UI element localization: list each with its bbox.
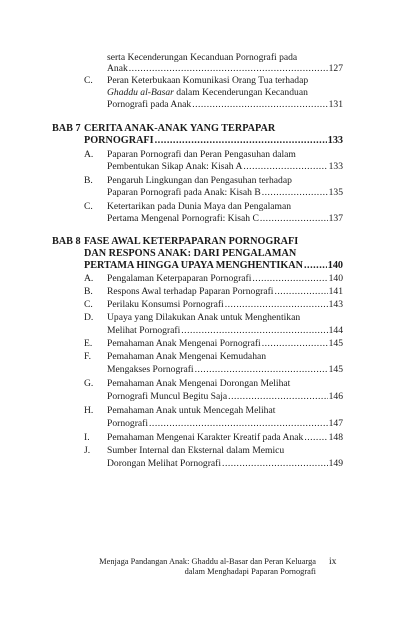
toc-page-number: 145 bbox=[328, 364, 343, 375]
toc-entry-title: Pembentukan Sikap Anak: Kisah A bbox=[107, 161, 243, 172]
toc-item-letter: G. bbox=[84, 378, 94, 389]
toc-entry-line: Peran Keterbukaan Komunikasi Orang Tua terhadap bbox=[107, 75, 309, 86]
leader-dots bbox=[181, 325, 327, 337]
leader-dots bbox=[225, 299, 328, 311]
toc-entry-title: Pornografi pada Anak bbox=[107, 99, 192, 110]
leader-dots bbox=[129, 63, 328, 75]
toc-item-letter: A. bbox=[84, 273, 94, 284]
toc-entry-title: Melihat Pornografi bbox=[107, 325, 181, 336]
toc-entry-title: Mengakses Pornografi bbox=[107, 364, 194, 375]
toc-entry-text: dalam Kecenderungan Kecanduan bbox=[173, 87, 308, 98]
toc-entry-8g[interactable] bbox=[107, 391, 343, 403]
toc-entry-c-prev[interactable] bbox=[107, 99, 343, 111]
chapter-label: BAB 7 bbox=[52, 123, 81, 134]
chapter-title: PERTAMA HINGGA UPAYA MENGHENTIKAN bbox=[84, 260, 303, 271]
leader-dots bbox=[252, 273, 327, 285]
toc-entry-line: Pengaruh Lingkungan dan Pengasuhan terhadap bbox=[107, 175, 292, 186]
toc-item-letter: B. bbox=[84, 286, 93, 297]
toc-entry-line: Upaya yang Dilakukan Anak untuk Menghentikan bbox=[107, 312, 301, 323]
toc-entry-7c[interactable] bbox=[107, 213, 343, 225]
toc-entry-8d[interactable] bbox=[107, 325, 343, 337]
toc-entry-8a[interactable] bbox=[107, 273, 343, 285]
toc-entry-8j[interactable] bbox=[107, 458, 343, 470]
leader-dots bbox=[243, 161, 327, 173]
leader-dots bbox=[304, 432, 327, 444]
toc-chapter-7[interactable] bbox=[84, 135, 343, 147]
toc-page-number: 127 bbox=[328, 63, 343, 74]
toc-entry-8h[interactable] bbox=[107, 418, 343, 430]
leader-dots bbox=[228, 391, 327, 403]
running-footer-line1: Menjaga Pandangan Anak: Ghaddu al-Basar dan Peran Keluarga bbox=[99, 557, 316, 566]
toc-page-number: 146 bbox=[328, 391, 343, 402]
toc-page-number: 137 bbox=[328, 213, 343, 224]
leader-dots bbox=[262, 187, 328, 199]
toc-entry-8f[interactable] bbox=[107, 364, 343, 376]
leader-dots bbox=[195, 364, 328, 376]
leader-dots bbox=[274, 286, 327, 298]
toc-item-letter: D. bbox=[84, 312, 94, 323]
toc-page-number: 147 bbox=[328, 418, 343, 429]
chapter-title-line: DAN RESPONS ANAK: DARI PENGALAMAN bbox=[84, 248, 297, 259]
toc-entry-7b[interactable] bbox=[107, 187, 343, 199]
toc-entry-8e[interactable] bbox=[107, 338, 343, 350]
toc-item-letter: C. bbox=[84, 299, 93, 310]
toc-entry-title: Pengalaman Keterpaparan Pornografi bbox=[107, 273, 252, 284]
toc-item-letter: A. bbox=[84, 149, 94, 160]
toc-page-number: 149 bbox=[328, 458, 343, 469]
toc-page-number: 145 bbox=[328, 338, 343, 349]
toc-page-number: 143 bbox=[328, 299, 343, 310]
page-number: ix bbox=[329, 556, 337, 567]
toc-entry-title: Dorongan Melihat Pornografi bbox=[107, 458, 222, 469]
toc-item-letter: C. bbox=[84, 75, 93, 86]
toc-entry-title: Pemahaman Mengenai Karakter Kreatif pada Anak bbox=[107, 432, 304, 443]
toc-entry-line: Sumber Internal dan Eksternal dalam Memicu bbox=[107, 445, 285, 456]
toc-entry-continuation[interactable] bbox=[107, 63, 343, 75]
toc-entry-line: Pemahaman Anak Mengenai Kemudahan bbox=[107, 351, 267, 362]
toc-item-letter: B. bbox=[84, 175, 93, 186]
toc-page-number: 133 bbox=[328, 161, 343, 172]
toc-item-letter: J. bbox=[84, 445, 91, 456]
chapter-label: BAB 8 bbox=[52, 236, 81, 247]
toc-entry-title: Anak bbox=[107, 63, 128, 74]
toc-entry-line: Paparan Pornografi dan Peran Pengasuhan dalam bbox=[107, 149, 296, 160]
toc-chapter-8[interactable] bbox=[84, 260, 343, 272]
running-footer-line2: dalam Menghadapi Paparan Pornografi bbox=[184, 567, 316, 576]
toc-entry-8c[interactable] bbox=[107, 299, 343, 311]
toc-entry-line bbox=[107, 87, 308, 99]
toc-entry-line: Pemahaman Anak untuk Mencegah Melihat bbox=[107, 405, 276, 416]
toc-entry-title: Respons Awal terhadap Paparan Pornografi bbox=[107, 286, 274, 297]
toc-item-letter: E. bbox=[84, 338, 93, 349]
leader-dots bbox=[149, 418, 328, 430]
toc-entry-title: Paparan Pornografi pada Anak: Kisah B bbox=[107, 187, 261, 198]
toc-continuation-line1: serta Kecenderungan Kecanduan Pornografi pada bbox=[107, 52, 298, 63]
toc-entry-7a[interactable] bbox=[107, 161, 343, 173]
toc-page-number: 131 bbox=[328, 99, 343, 110]
leader-dots bbox=[222, 458, 328, 470]
toc-page-number: 133 bbox=[327, 135, 343, 146]
leader-dots bbox=[192, 99, 327, 111]
toc-entry-title: Pornografi bbox=[107, 418, 149, 429]
toc-entry-line: Ketertarikan pada Dunia Maya dan Pengalaman bbox=[107, 201, 292, 212]
chapter-title-line: FASE AWAL KETERPAPARAN PORNOGRAFI bbox=[84, 236, 299, 247]
toc-entry-title: Perilaku Konsumsi Pornografi bbox=[107, 299, 224, 310]
toc-page-number: 141 bbox=[328, 286, 343, 297]
leader-dots bbox=[304, 260, 327, 272]
toc-item-letter: C. bbox=[84, 201, 93, 212]
italic-term: Ghaddu al-Basar bbox=[107, 87, 174, 98]
leader-dots bbox=[260, 213, 328, 225]
toc-entry-8i[interactable] bbox=[107, 432, 343, 444]
leader-dots bbox=[262, 338, 328, 350]
toc-page-number: 135 bbox=[328, 187, 343, 198]
toc-entry-title: Pemahaman Anak Mengenai Pornografi bbox=[107, 338, 261, 349]
toc-entry-line: Pemahaman Anak Mengenai Dorongan Melihat bbox=[107, 378, 291, 389]
toc-item-letter: I. bbox=[84, 432, 90, 443]
toc-page-number: 140 bbox=[328, 273, 343, 284]
toc-page-number: 148 bbox=[328, 432, 343, 443]
chapter-title-line: CERITA ANAK-ANAK YANG TERPAPAR bbox=[84, 123, 276, 134]
leader-dots bbox=[155, 135, 327, 147]
toc-page-number: 144 bbox=[328, 325, 343, 336]
toc-entry-title: Pertama Mengenal Pornografi: Kisah C bbox=[107, 213, 259, 224]
toc-page-number: 140 bbox=[327, 260, 343, 271]
toc-entry-8b[interactable] bbox=[107, 286, 343, 298]
toc-item-letter: H. bbox=[84, 405, 94, 416]
toc-entry-title: Pornografi Muncul Begitu Saja bbox=[107, 391, 228, 402]
chapter-title: PORNOGRAFI bbox=[84, 135, 154, 146]
toc-item-letter: F. bbox=[84, 351, 91, 362]
